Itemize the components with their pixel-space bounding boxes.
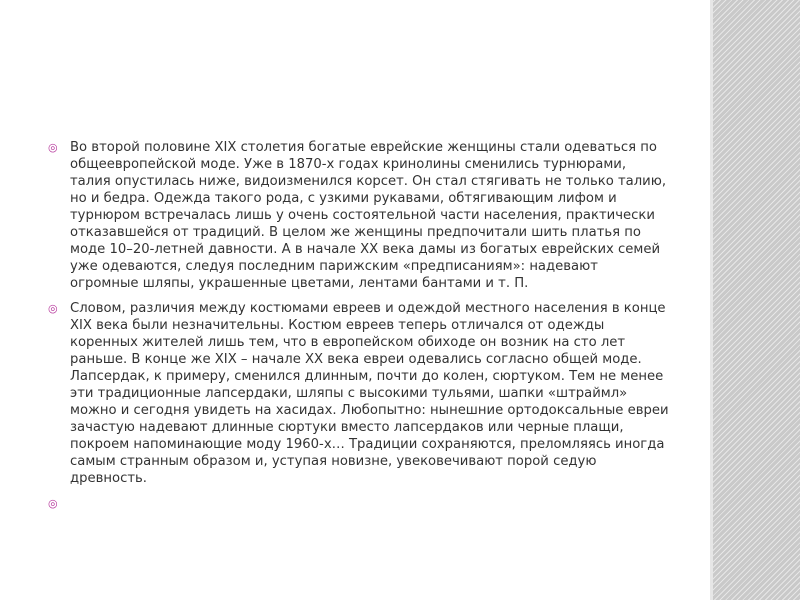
bullet-item [48,139,670,292]
bullet-circle-icon: ◎ [48,497,58,510]
bullet-item-empty [48,495,670,512]
bullet-circle-icon: ◎ [48,302,58,315]
paragraph-text: Словом, различия между костюмами евреев и одеждой местного населения в конце XIX века были незначительны. Костюм евреев теперь отличался от одежды коренных жителей лишь тем, что в европейском обиходе он возник на сто лет раньше. В конце же XIX – начале ХХ века евреи одевались согласно общей моде. Лапсердак, к примеру, сменился длинным, почти до колен, сюртуком. Тем не менее эти традиционные лапсердаки, шляпы с высокими тульями, шапки «штраймл» можно и сегодня увидеть на хасидах. Любопытно: нынешние ортодоксальные евреи зачастую надевают длинные сюртуки вместо лапсердаков или черные плащи, покроем напоминающие моду 1960-х… Традиции сохраняются, преломляясь иногда самым странным образом и, уступая новизне, увековечивают порой седую древность. [70,301,669,486]
paragraph-text [70,495,670,512]
decorative-side-band [713,0,800,600]
paragraph-text: Во второй половине XIX столетия богатые еврейские женщины стали одеваться по общеевропейской моде. Уже в 1870-х годах кринолины сменились турнюрами, талия опустилась ниже, видоизменился корсет. Он стал стягивать не только талию, но и бедра. Одежда такого рода, с узкими рукавами, обтягивающим лифом и турнюром встречалась лишь у очень состоятельной части населения, практически отказавшейся от традиций. В целом же женщины предпочитали шить платья по моде 10–20-летней давности. А в начале ХХ века дамы из богатых еврейских семей уже одеваются, следуя последним парижским «предписаниям»: надевают огромные шляпы, украшенные цветами, лентами бантами и т. П. [70,140,667,291]
bullet-item [48,300,670,487]
bullet-circle-icon: ◎ [48,141,58,154]
slide-content [48,139,670,520]
